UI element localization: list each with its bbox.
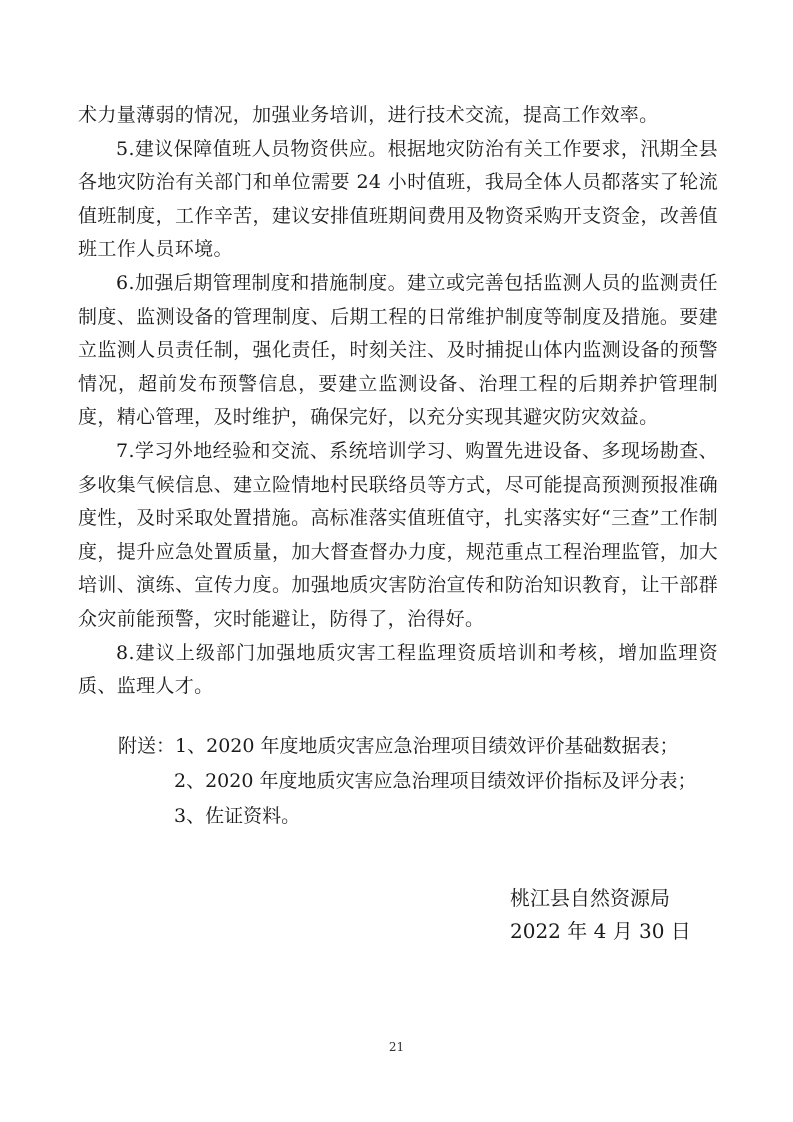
attachment-item-3: 3、佐证资料。: [174, 805, 301, 827]
attachment-line-3: [118, 799, 718, 834]
attachment-item-1: 1、2020 年度地质灾害应急治理项目绩效评价基础数据表；: [175, 735, 679, 757]
page-number: 21: [388, 1040, 405, 1054]
paragraph-continuation: 术力量薄弱的情况，加强业务培训，进行技术交流，提高工作效率。: [78, 104, 659, 126]
signature-block: [510, 882, 691, 948]
body-text: [78, 99, 718, 704]
attachments-prefix: 附送：: [118, 735, 176, 757]
attachment-line-1: [118, 729, 718, 764]
paragraph-item-7: 7.学习外地经验和交流、系统培训学习、购置先进设备、多现场勘查、多收集气候信息、建立险情地村民联络员等方式，尽可能提高预测预报准确度性，及时采取处置措施。高标准落实值班值守，扎实落实好“三查”工作制度，提升应急处置质量，加大督查督办力度，规范重点工程治理监管，加大培训、演练、宣传力度。加强地质灾害防治宣传和防治知识教育，让干部群众灾前能预警，灾时能避让，防得了，治得好。: [78, 439, 718, 630]
attachment-item-2: 2、2020 年度地质灾害应急治理项目绩效评价指标及评分表；: [174, 770, 697, 792]
paragraph-item-5: 5.建议保障值班人员物资供应。根据地灾防治有关工作要求，汛期全县各地灾防治有关部门和单位需要 24 小时值班，我局全体人员都落实了轮流值班制度，工作辛苦，建议安排值班期间费用及物资采购开支资金，改善值班工作人员环境。: [78, 137, 718, 261]
attachments-list: [118, 729, 718, 834]
paragraph-item-6: 6.加强后期管理制度和措施制度。建立或完善包括监测人员的监测责任制度、监测设备的管理制度、后期工程的日常维护制度等制度及措施。要建立监测人员责任制，强化责任，时刻关注、及时捕捉山体内监测设备的预警情况，超前发布预警信息，要建立监测设备、治理工程的后期养护管理制度，精心管理，及时维护，确保完好，以充分实现其避灾防灾效益。: [78, 271, 718, 429]
paragraph-item-8: 8.建议上级部门加强地质灾害工程监理资质培训和考核，增加监理资质、监理人才。: [78, 641, 718, 698]
signature-date: 2022 年 4 月 30 日: [510, 919, 691, 943]
attachment-line-2: [118, 764, 718, 799]
signature-organization: 桃江县自然资源局: [510, 886, 670, 910]
